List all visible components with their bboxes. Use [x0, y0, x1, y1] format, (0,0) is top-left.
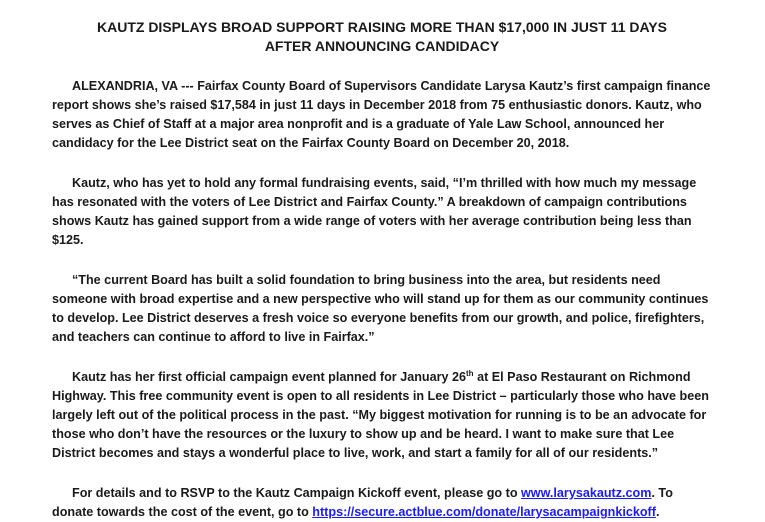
- campaign-website-link[interactable]: www.larysakautz.com: [521, 486, 652, 500]
- paragraph-campaign-event: [52, 368, 712, 463]
- rsvp-text-3: .: [655, 505, 660, 519]
- paragraph-board-quote: “The current Board has built a solid foundation to bring business into the area, but residents need someone with broad expertise and a new perspective who will stand up for them as our community continues to develop. Lee District deserves a fresh voice so everyone benefits from our growth, and police, firefighters, and teachers can continue to afford to live in Fairfax.”: [52, 273, 709, 344]
- paragraph-fundraising-quote: Kautz, who has yet to hold any formal fundraising events, said, “I’m thrilled with how much my message has resonated with the voters of Lee District and Fairfax County.” A breakdown of campaign contributions shows Kautz has gained support from a wide range of voters with her average contribution being less than $125.: [52, 176, 697, 247]
- event-text-start: Kautz has her first official campaign event planned for January 26: [72, 370, 467, 384]
- rsvp-text-2: . To donate towards the cost of the event, go to: [52, 486, 673, 519]
- rsvp-text-1: For details and to RSVP to the Kautz Campaign Kickoff event, please go to: [72, 486, 522, 500]
- headline-line-2: AFTER ANNOUNCING CANDIDACY: [264, 38, 500, 54]
- donation-link[interactable]: https://secure.actblue.com/donate/larysacampaignkickoff: [312, 505, 656, 519]
- headline-line-1: KAUTZ DISPLAYS BROAD SUPPORT RAISING MORE THAN $17,000 IN JUST 11 DAYS: [97, 19, 667, 35]
- paragraph-rsvp: [52, 484, 712, 522]
- headline: [52, 18, 712, 56]
- event-text-end: at El Paso Restaurant on Richmond Highway. This free community event is open to all residents in Lee District – particularly those who have been largely left out of the political process in the past. “My biggest motivation for running is to be an advocate for those who don’t have the resources or the luxury to show up and be heard. I want to make sure that Lee District becomes and stays a wonderful place to live, work, and start a family for all of our residents.”: [52, 370, 709, 460]
- ordinal-suffix: th: [466, 368, 474, 378]
- press-release-page: [52, 12, 712, 522]
- paragraph-dateline: ALEXANDRIA, VA --- Fairfax County Board of Supervisors Candidate Larysa Kautz’s first campaign finance report shows she’s raised $17,584 in just 11 days in December 2018 from 75 enthusiastic donors. Kautz, who serves as Chief of Staff at a major area nonprofit and is a graduate of Yale Law School, announced her candidacy for the Lee District seat on the Fairfax County Board on December 20, 2018.: [52, 79, 711, 150]
